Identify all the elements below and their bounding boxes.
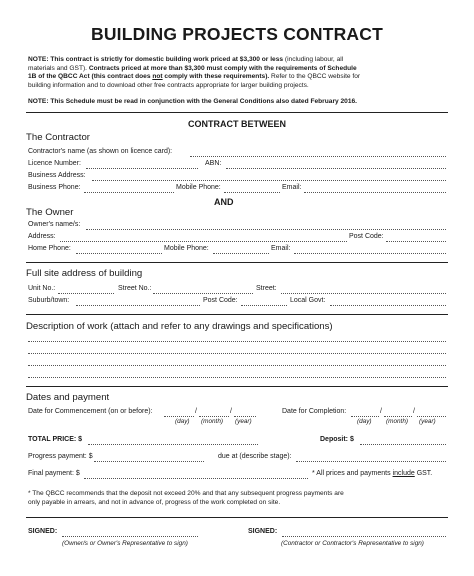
contractor-name-field[interactable] [190,156,446,157]
qbcc-note-line-1: * The QBCC recommends that the deposit not exceed 20% and that any subsequent progress payments are [28,490,344,497]
street-label: Street: [256,285,277,292]
owner-names-field[interactable] [86,229,446,230]
business-address-label: Business Address: [28,172,86,179]
commencement-year-field[interactable] [234,416,256,417]
contractor-mobile-field[interactable] [224,192,280,193]
divider [26,112,448,113]
qbcc-note-line-2: only payable in arrears, and not in advance of, progress of the work completed on site. [28,499,281,506]
owner-mobile-field[interactable] [213,253,269,254]
contractor-signature-field[interactable] [282,536,446,537]
business-phone-label: Business Phone: [28,184,81,191]
commencement-label: Date for Commencement (on or before): [28,408,153,415]
page-title: BUILDING PROJECTS CONTRACT [90,24,383,44]
unit-no-label: Unit No.: [28,285,56,292]
abn-field[interactable] [226,168,446,169]
total-price-field[interactable] [88,444,258,445]
note-text-2b: Contracts priced at more than $3,300 must comply with the requirements of Schedule [88,64,357,72]
deposit-label: Deposit: $ [320,436,354,443]
licence-number-field[interactable] [86,168,198,169]
owner-signature-caption: (Owner/s or Owner's Representative to sign) [62,540,188,547]
date-slash: / [195,408,197,415]
completion-label: Date for Completion: [282,408,347,415]
contractor-email-label: Email: [282,184,302,191]
owner-heading: The Owner [26,207,74,218]
progress-payment-field[interactable] [94,461,204,462]
gst-note-pre: All prices and payments [316,470,393,477]
total-price-label: TOTAL PRICE: $ [28,436,83,443]
unit-no-field[interactable] [58,293,114,294]
note-text-1b: (including labour, all [283,56,344,63]
note-line-1 [28,56,343,64]
completion-month-caption: (month) [386,418,409,425]
owner-postcode-field[interactable] [386,241,446,242]
home-phone-field[interactable] [76,253,162,254]
contract-between-heading: CONTRACT BETWEEN [188,119,286,129]
business-phone-field[interactable] [84,192,174,193]
gst-note [312,470,432,477]
gst-note-include: include [392,470,415,477]
suburb-field[interactable] [76,305,200,306]
date-slash: / [230,408,232,415]
due-at-label: due at (describe stage): [218,453,292,460]
deposit-field[interactable] [360,444,446,445]
date-slash: / [413,408,415,415]
final-payment-label: Final payment: $ [28,470,80,477]
commencement-day-caption: (day) [175,418,190,425]
site-postcode-label: Post Code: [203,297,238,304]
contractor-heading: The Contractor [26,132,90,143]
contractor-name-label: Contractor's name (as shown on licence card): [28,148,173,155]
note-text-1a: This contract is strictly for domestic building work priced at $3,300 or less [50,56,284,63]
description-heading-rest: (attach and refer to any drawings and specifications) [107,321,333,332]
contractor-mobile-label: Mobile Phone: [176,184,221,191]
suburb-label: Suburb/town: [28,297,70,304]
contractor-email-field[interactable] [304,192,446,193]
note-lead: NOTE: [28,56,49,63]
owner-mobile-label: Mobile Phone: [164,245,209,252]
owner-postcode-label: Post Code: [349,233,384,240]
note-line-2 [28,65,357,73]
contractor-signature-caption: (Contractor or Contractor's Representative to sign) [281,540,424,547]
commencement-month-field[interactable] [199,416,229,417]
description-line-2[interactable] [28,353,446,354]
site-postcode-field[interactable] [241,305,287,306]
note-line-3 [28,73,360,81]
due-at-field[interactable] [296,461,446,462]
progress-payment-label: Progress payment: $ [28,453,93,460]
dates-heading: Dates and payment [26,392,110,403]
description-line-4[interactable] [28,377,446,378]
site-heading: Full site address of building [26,268,143,279]
owner-names-label: Owner's name/s: [28,221,81,228]
divider [26,517,448,518]
commencement-month-caption: (month) [201,418,224,425]
owner-email-field[interactable] [294,253,446,254]
owner-email-label: Email: [271,245,291,252]
commencement-day-field[interactable] [164,416,194,417]
date-slash: / [380,408,382,415]
completion-year-caption: (year) [419,418,436,425]
owner-address-label: Address: [28,233,56,240]
owner-address-field[interactable] [60,241,347,242]
completion-day-caption: (day) [357,418,372,425]
contractor-signed-label: SIGNED: [248,528,278,535]
local-govt-label: Local Govt: [290,297,326,304]
completion-day-field[interactable] [351,416,379,417]
street-no-label: Street No.: [118,285,152,292]
note-text-3b: comply with these requirements). [162,73,270,80]
note-text-3a: 1B of the QBCC Act (this contract does [28,73,153,80]
note-line-4: building information and to download other free contracts appropriate for larger building projects. [28,81,309,89]
and-heading: AND [214,197,234,207]
divider [26,262,448,263]
gst-note-star: * [312,470,315,477]
business-address-field[interactable] [92,180,446,181]
street-no-field[interactable] [153,293,253,294]
commencement-year-caption: (year) [235,418,252,425]
note-text-3c: Refer to the QBCC website for [269,73,361,80]
schedule-note: NOTE: This Schedule must be read in conjunction with the General Conditions also dated February 2016. [28,98,358,105]
divider [26,386,448,387]
description-heading-main: Description of work [26,321,108,332]
street-field[interactable] [281,293,446,294]
completion-month-field[interactable] [384,416,412,417]
note-text-2a: materials and GST). [28,64,89,72]
description-heading [26,321,333,332]
description-line-1[interactable] [28,341,446,342]
licence-number-label: Licence Number: [28,160,81,167]
divider [26,314,448,315]
local-govt-field[interactable] [330,305,446,306]
final-payment-field[interactable] [84,478,308,479]
description-line-3[interactable] [28,365,446,366]
owner-signature-field[interactable] [62,536,198,537]
gst-note-post: GST. [414,470,433,477]
owner-signed-label: SIGNED: [28,528,58,535]
completion-year-field[interactable] [417,416,446,417]
home-phone-label: Home Phone: [28,245,71,252]
note-text-3-not: not [152,73,163,80]
abn-label: ABN: [205,160,222,167]
